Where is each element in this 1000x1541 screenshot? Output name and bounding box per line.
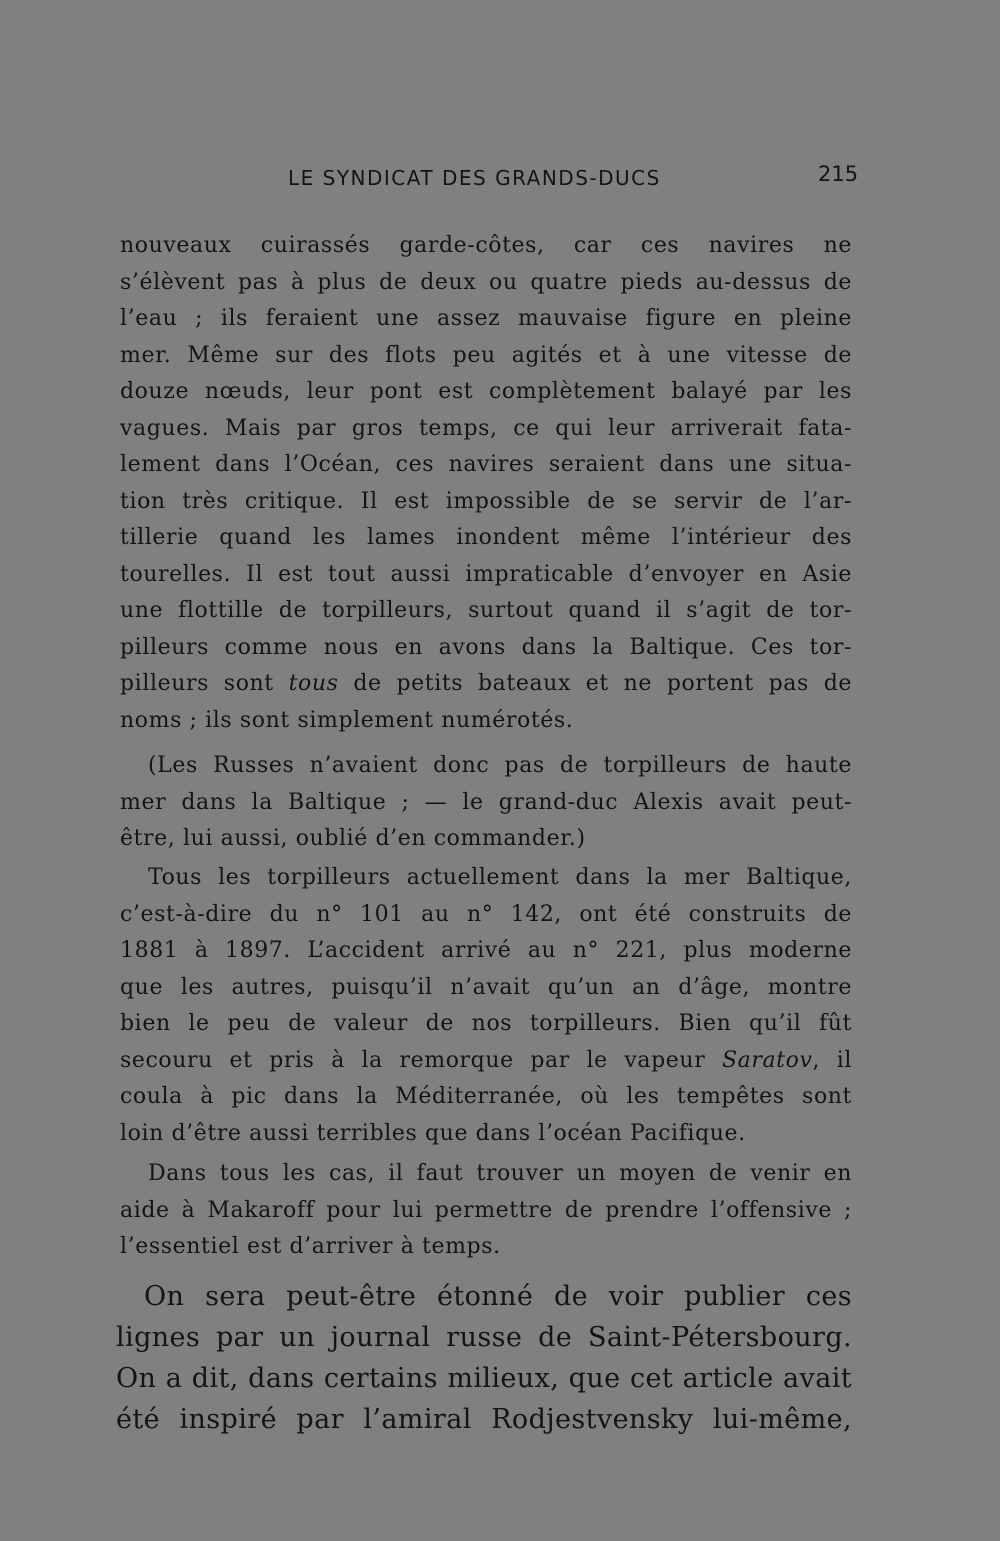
text-line: nouveaux cuirassés garde-côtes, car ces navires ne (120, 233, 852, 258)
text-line: une flottille de torpilleurs, surtout quand il s’agit de tor- (120, 598, 852, 623)
text-line: Dans tous les cas, il faut trouver un moyen de venir en (148, 1161, 852, 1186)
text-line: coula à pic dans la Méditerranée, où les tempêtes sont (120, 1084, 852, 1109)
text-line: noms ; ils sont simplement numérotés. (120, 708, 574, 733)
page-number: 215 (818, 162, 859, 186)
text-line: s’élèvent pas à plus de deux ou quatre pieds au-dessus de (120, 270, 852, 295)
text-segment: secouru et pris à la remorque par le vapeur (120, 1048, 722, 1073)
text-line: que les autres, puisqu’il n’avait qu’un an d’âge, montre (120, 975, 852, 1000)
text-line: bien le peu de valeur de nos torpilleurs. Bien qu’il fût (120, 1011, 852, 1036)
text-segment: pilleurs sont (120, 671, 289, 696)
text-segment: , il (812, 1048, 852, 1073)
text-line: l’eau ; ils feraient une assez mauvaise figure en pleine (120, 306, 852, 331)
text-line: (Les Russes n’avaient donc pas de torpilleurs de haute (148, 753, 852, 778)
text-line: Tous les torpilleurs actuellement dans la mer Baltique, (148, 865, 852, 890)
text-line: mer. Même sur des flots peu agités et à une vitesse de (120, 343, 852, 368)
text-line: pilleurs comme nous en avons dans la Baltique. Ces tor- (120, 635, 852, 660)
text-line: c’est-à-dire du n° 101 au n° 142, ont été construits de (120, 902, 852, 927)
text-line: tourelles. Il est tout aussi impraticable d’envoyer en Asie (120, 562, 852, 587)
text-segment: de petits bateaux et ne portent pas de (338, 671, 852, 696)
text-line: tillerie quand les lames inondent même l’intérieur des (120, 525, 852, 550)
text-line: vagues. Mais par gros temps, ce qui leur arriverait fata- (120, 416, 852, 441)
text-line: être, lui aussi, oublié d’en commander.) (120, 826, 586, 851)
text-line: douze nœuds, leur pont est complètement balayé par les (120, 379, 852, 404)
text-line: lignes par un journal russe de Saint-Pétersbourg. (116, 1322, 852, 1353)
text-line: loin d’être aussi terribles que dans l’océan Pacifique. (120, 1121, 746, 1146)
text-line: aide à Makaroff pour lui permettre de prendre l’offensive ; (120, 1198, 852, 1223)
text-line (120, 666, 852, 702)
text-line: été inspiré par l’amiral Rodjestvensky lui-même, (116, 1404, 852, 1435)
italic-word: tous (288, 671, 339, 696)
text-line: On sera peut-être étonné de voir publier ces (144, 1281, 852, 1312)
text-line: tion très critique. Il est impossible de se servir de l’ar- (120, 489, 852, 514)
text-line: On a dit, dans certains milieux, que cet article avait (116, 1363, 852, 1394)
text-line: l’essentiel est d’arriver à temps. (120, 1234, 501, 1259)
text-line: 1881 à 1897. L’accident arrivé au n° 221, plus moderne (120, 938, 852, 963)
italic-word: Saratov (721, 1048, 813, 1073)
text-line: lement dans l’Océan, ces navires seraient dans une situa- (120, 452, 852, 477)
running-head: LE SYNDICAT DES GRANDS-DUCS (288, 166, 661, 190)
text-line (120, 1043, 852, 1079)
text-line: mer dans la Baltique ; — le grand-duc Alexis avait peut- (120, 790, 852, 815)
